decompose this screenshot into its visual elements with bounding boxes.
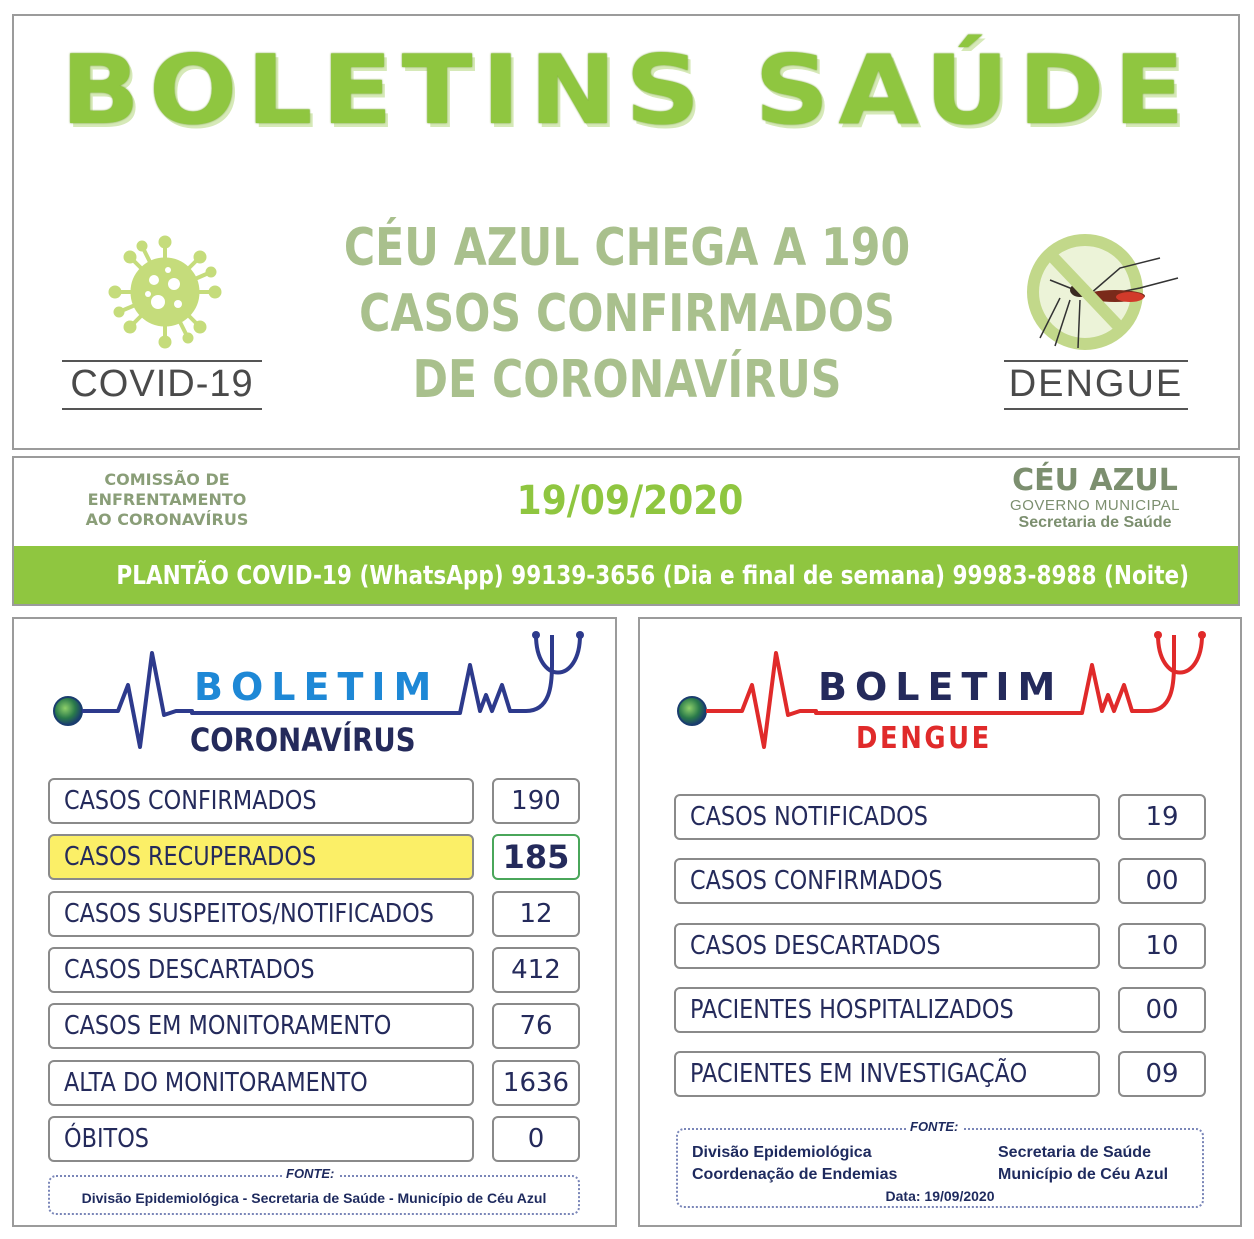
row-label bbox=[674, 987, 1100, 1033]
commission-line-1: COMISSÃO DE bbox=[104, 470, 230, 489]
row-label-text: ALTA DO MONITORAMENTO bbox=[64, 1067, 368, 1098]
fonte-line: Divisão Epidemiológica bbox=[692, 1144, 872, 1161]
dengue-fonte-left bbox=[692, 1142, 897, 1186]
dengue-fonte-box bbox=[676, 1128, 1204, 1208]
row-label-text: CASOS EM MONITORAMENTO bbox=[64, 1011, 392, 1042]
row-label bbox=[48, 1003, 474, 1049]
headline-line-2: CASOS CONFIRMADOS bbox=[359, 284, 895, 344]
bulletin-date: 19/09/2020 bbox=[516, 478, 744, 524]
covid-boletim-subtitle: CORONAVÍRUS bbox=[190, 721, 416, 759]
fonte-line: Município de Céu Azul bbox=[998, 1166, 1169, 1183]
main-title: BOLETINS SAÚDE bbox=[60, 33, 1194, 147]
dengue-label: DENGUE bbox=[1004, 360, 1188, 410]
row-value: 1636 bbox=[492, 1060, 580, 1106]
headline-line-3: DE CORONAVÍRUS bbox=[412, 350, 842, 410]
row-value: 19 bbox=[1118, 794, 1206, 840]
row-label-text: CASOS RECUPERADOS bbox=[64, 842, 317, 873]
row-value: 412 bbox=[492, 947, 580, 993]
row-label-text: CASOS NOTIFICADOS bbox=[690, 802, 928, 832]
secretariat-name: Secretaria de Saúde bbox=[1018, 514, 1172, 531]
row-label-text: CASOS DESCARTADOS bbox=[690, 930, 941, 961]
commission-line-3: AO CORONAVÍRUS bbox=[85, 510, 249, 529]
row-label-text: PACIENTES HOSPITALIZADOS bbox=[690, 994, 1014, 1025]
row-label-text: CASOS DESCARTADOS bbox=[64, 954, 315, 985]
fonte-line: Secretaria de Saúde bbox=[998, 1144, 1151, 1161]
row-value: 190 bbox=[492, 778, 580, 824]
row-value: 185 bbox=[492, 834, 580, 880]
dengue-fonte-label: FONTE: bbox=[906, 1119, 962, 1134]
dengue-boletim-title: BOLETIM bbox=[818, 665, 1064, 709]
dengue-fonte-right bbox=[998, 1142, 1168, 1186]
row-value: 76 bbox=[492, 1003, 580, 1049]
row-label bbox=[48, 891, 474, 937]
fonte-line: Coordenação de Endemias bbox=[692, 1166, 898, 1183]
row-label bbox=[48, 947, 474, 993]
row-label bbox=[674, 858, 1100, 904]
row-label-text: CASOS SUSPEITOS/NOTIFICADOS bbox=[64, 898, 434, 929]
commission-name bbox=[52, 470, 282, 530]
covid-boletim-title: BOLETIM bbox=[194, 665, 440, 709]
virus-icon bbox=[100, 232, 230, 352]
dengue-fonte-date: Data: 19/09/2020 bbox=[885, 1188, 995, 1204]
row-label bbox=[48, 1060, 474, 1106]
row-label bbox=[48, 834, 474, 880]
row-label bbox=[48, 778, 474, 824]
row-value: 00 bbox=[1118, 858, 1206, 904]
row-label bbox=[674, 1051, 1100, 1097]
row-label bbox=[48, 1116, 474, 1162]
row-label-text: ÓBITOS bbox=[64, 1123, 149, 1154]
dengue-boletim-subtitle: DENGUE bbox=[856, 721, 992, 756]
row-label-text: PACIENTES EM INVESTIGAÇÃO bbox=[690, 1059, 1028, 1090]
row-value: 09 bbox=[1118, 1051, 1206, 1097]
row-label-text: CASOS CONFIRMADOS bbox=[64, 786, 317, 816]
row-value: 12 bbox=[492, 891, 580, 937]
row-label bbox=[674, 923, 1100, 969]
covid-fonte-label: FONTE: bbox=[282, 1166, 338, 1181]
covid-fonte-box bbox=[48, 1175, 580, 1215]
city-name: CÉU AZUL bbox=[1012, 463, 1178, 498]
no-mosquito-icon bbox=[1020, 228, 1180, 358]
covid-label: COVID-19 bbox=[62, 360, 262, 410]
row-label-text: CASOS CONFIRMADOS bbox=[690, 866, 943, 897]
row-value: 0 bbox=[492, 1116, 580, 1162]
row-value: 10 bbox=[1118, 923, 1206, 969]
covid-fonte-text: Divisão Epidemiológica - Secretaria de Saúde - Município de Céu Azul bbox=[81, 1190, 547, 1206]
plantao-text: PLANTÃO COVID-19 (WhatsApp) 99139-3656 (Dia e final de semana) 99983-8988 (Noite) bbox=[116, 561, 1190, 591]
headline-line-1: CÉU AZUL CHEGA A 190 bbox=[343, 218, 911, 278]
row-value: 00 bbox=[1118, 987, 1206, 1033]
row-label bbox=[674, 794, 1100, 840]
government-name: GOVERNO MUNICIPAL bbox=[1010, 497, 1180, 514]
commission-line-2: ENFRENTAMENTO bbox=[87, 490, 247, 509]
